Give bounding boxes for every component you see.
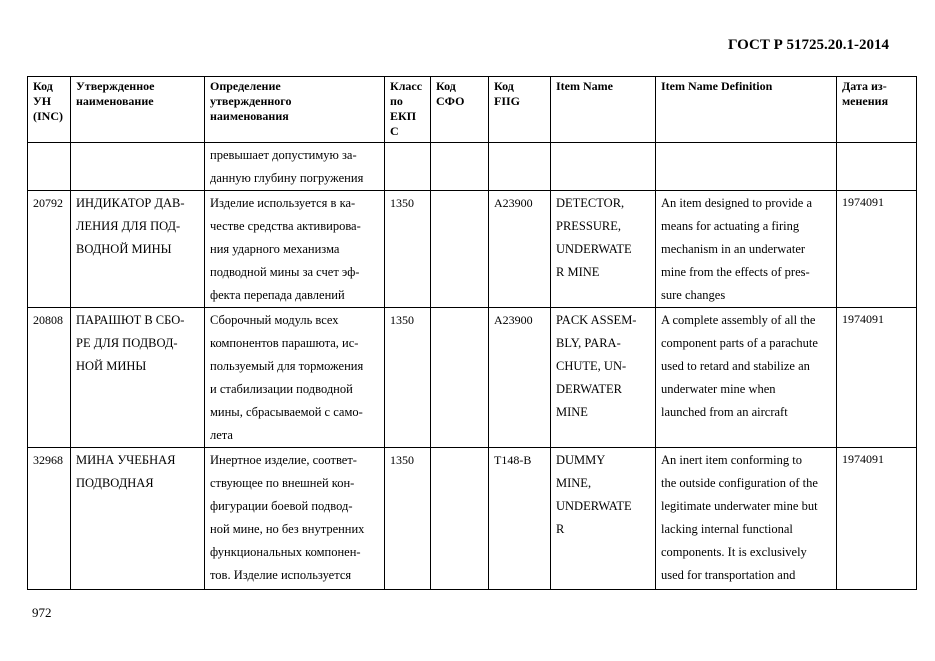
inc-cell: 20792 — [28, 191, 71, 308]
cell-line: components. It is exclusively — [661, 545, 807, 559]
item-definition-cell — [656, 448, 837, 590]
inc-cell — [28, 143, 71, 191]
cell-line: мины, сбрасываемой с само- — [210, 405, 363, 419]
header-line: Класс — [390, 79, 423, 93]
col-fiig-header — [489, 77, 551, 143]
cell-line: underwater mine when — [661, 382, 776, 396]
cell-line: НОЙ МИНЫ — [76, 359, 147, 373]
cell-line: ствующее по внешней кон- — [210, 476, 355, 490]
table-row — [28, 143, 917, 191]
col-sfo-header — [431, 77, 489, 143]
sfo-cell — [431, 191, 489, 308]
table-row — [28, 308, 917, 448]
cell-line: mine from the effects of pres- — [661, 265, 810, 279]
approved-name-cell — [71, 308, 205, 448]
fiig-cell: T148-B — [489, 448, 551, 590]
header-line: Утвержденное — [76, 79, 155, 93]
item-name-cell — [551, 143, 656, 191]
approved-name-cell — [71, 191, 205, 308]
table-row — [28, 191, 917, 308]
page-number: 972 — [32, 605, 52, 620]
cell-line: DETECTOR, — [556, 196, 625, 210]
item-definition-cell — [656, 308, 837, 448]
header-line: С — [390, 124, 399, 138]
cell-line: used to retard and stabilize an — [661, 359, 810, 373]
item-name-cell — [551, 308, 656, 448]
cell-line: функциональных компонен- — [210, 545, 361, 559]
table-header-row — [28, 77, 917, 143]
cell-line: lacking internal functional — [661, 522, 793, 536]
cell-line: used for transportation and — [661, 568, 796, 582]
col-approved-name-header — [71, 77, 205, 143]
definition-cell — [205, 448, 385, 590]
header-line: Определение — [210, 79, 281, 93]
definition-cell — [205, 308, 385, 448]
cell-line: UNDERWATE — [556, 242, 632, 256]
cell-line: ВОДНОЙ МИНЫ — [76, 242, 172, 256]
cell-line: лета — [210, 428, 233, 442]
cell-line: the outside configuration of the — [661, 476, 818, 490]
cell-line: пользуемый для торможения — [210, 359, 364, 373]
sfo-cell — [431, 308, 489, 448]
cell-line: честве средства активирова- — [210, 219, 361, 233]
cell-line: тов. Изделие используется — [210, 568, 352, 582]
cell-line: ИНДИКАТОР ДАВ- — [76, 196, 185, 210]
cell-line: ПАРАШЮТ В СБО- — [76, 313, 185, 327]
cell-line: R — [556, 522, 565, 536]
cell-line: PACK ASSEM- — [556, 313, 637, 327]
definition-cell — [205, 143, 385, 191]
sfo-cell — [431, 448, 489, 590]
cell-line: фигурации боевой подвод- — [210, 499, 353, 513]
cell-line: MINE, — [556, 476, 592, 490]
item-definition-cell — [656, 191, 837, 308]
cell-line: ЛЕНИЯ ДЛЯ ПОД- — [76, 219, 181, 233]
date-cell: 1974091 — [837, 308, 917, 448]
cell-line: ной мине, но без внутренних — [210, 522, 365, 536]
cell-line: sure changes — [661, 288, 726, 302]
cell-line: legitimate underwater mine but — [661, 499, 818, 513]
fiig-cell — [489, 143, 551, 191]
cell-line: РЕ ДЛЯ ПОДВОД- — [76, 336, 178, 350]
header-line: наименование — [76, 94, 154, 108]
header-line: (INC) — [33, 109, 63, 123]
header-line: FIIG — [494, 94, 521, 108]
date-cell: 1974091 — [837, 191, 917, 308]
header-line: Код — [33, 79, 53, 93]
col-item-name-header — [551, 77, 656, 143]
item-name-cell — [551, 448, 656, 590]
cell-line: Инертное изделие, соответ- — [210, 453, 357, 467]
header-line: менения — [842, 94, 889, 108]
cell-line: A complete assembly of all the — [661, 313, 816, 327]
cell-line: компонентов парашюта, ис- — [210, 336, 359, 350]
cell-line: DERWATER — [556, 382, 622, 396]
cell-line: Изделие используется в ка- — [210, 196, 356, 210]
definition-cell — [205, 191, 385, 308]
cell-line: UNDERWATE — [556, 499, 632, 513]
cell-line: component parts of a parachute — [661, 336, 818, 350]
date-cell: 1974091 — [837, 448, 917, 590]
document-header: ГОСТ Р 51725.20.1-2014 — [727, 37, 889, 53]
fiig-cell: A23900 — [489, 191, 551, 308]
table-body — [28, 143, 917, 590]
item-definition-cell — [656, 143, 837, 191]
cell-line: An item designed to provide a — [661, 196, 813, 210]
header-line: наименования — [210, 109, 289, 123]
col-definition-header — [205, 77, 385, 143]
cell-line: фекта перепада давлений — [210, 288, 345, 302]
header-line: Дата из- — [842, 79, 887, 93]
header-line: Код — [436, 79, 456, 93]
class-cell: 1350 — [385, 191, 431, 308]
sfo-cell — [431, 143, 489, 191]
cell-line: ПОДВОДНАЯ — [76, 476, 154, 490]
table-row — [28, 448, 917, 590]
cell-line: PRESSURE, — [556, 219, 621, 233]
cell-line: DUMMY — [556, 453, 606, 467]
cell-line: ния ударного механизма — [210, 242, 340, 256]
inc-cell: 20808 — [28, 308, 71, 448]
class-cell — [385, 143, 431, 191]
header-line: СФО — [436, 94, 465, 108]
cell-line: и стабилизации подводной — [210, 382, 353, 396]
header-line: ЕКП — [390, 109, 417, 123]
cell-line: MINE — [556, 405, 588, 419]
cell-line: МИНА УЧЕБНАЯ — [76, 453, 176, 467]
cell-line: launched from an aircraft — [661, 405, 788, 419]
item-name-cell — [551, 191, 656, 308]
header-line: УН — [33, 94, 52, 108]
cell-line: means for actuating a firing — [661, 219, 800, 233]
cell-line: Сборочный модуль всех — [210, 313, 339, 327]
approved-name-cell — [71, 448, 205, 590]
col-date-header — [837, 77, 917, 143]
cell-line: CHUTE, UN- — [556, 359, 627, 373]
cell-line: BLY, PARA- — [556, 336, 621, 350]
col-inc-header — [28, 77, 71, 143]
header-line: Item Name — [556, 79, 613, 93]
approved-name-cell — [71, 143, 205, 191]
fiig-cell: A23900 — [489, 308, 551, 448]
header-line: Item Name Definition — [661, 79, 773, 93]
class-cell: 1350 — [385, 308, 431, 448]
header-line: Код — [494, 79, 514, 93]
cell-line: R MINE — [556, 265, 600, 279]
catalog-table — [27, 76, 917, 590]
class-cell: 1350 — [385, 448, 431, 590]
header-line: по — [390, 94, 403, 108]
inc-cell: 32968 — [28, 448, 71, 590]
cell-line: mechanism in an underwater — [661, 242, 806, 256]
col-class-header — [385, 77, 431, 143]
cell-line: превышает допустимую за- — [210, 148, 357, 162]
cell-line: данную глубину погружения — [210, 171, 364, 185]
header-line: утвержденного — [210, 94, 292, 108]
cell-line: An inert item conforming to — [661, 453, 802, 467]
cell-line: подводной мины за счет эф- — [210, 265, 360, 279]
col-item-definition-header — [656, 77, 837, 143]
date-cell — [837, 143, 917, 191]
